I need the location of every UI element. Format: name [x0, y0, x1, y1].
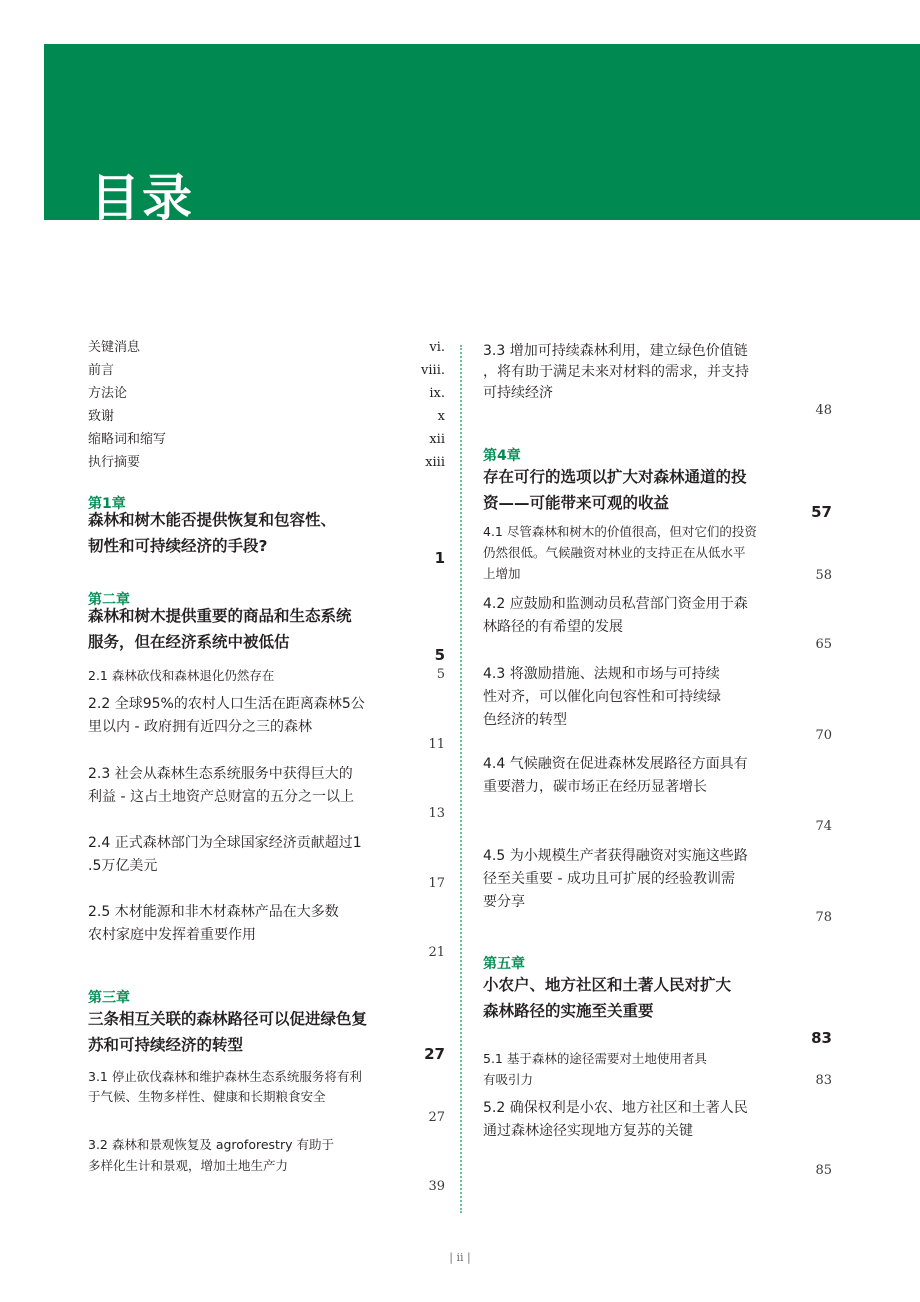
section-title-line: 4.5 为小规模生产者获得融资对实施这些路 — [483, 848, 748, 864]
section-title-line: 4.1 尽管森林和树木的价值很高，但对它们的投资 — [483, 524, 757, 539]
section-title-line: .5万亿美元 — [88, 858, 158, 874]
chapter-title-line: 森林路径的实施至关重要 — [483, 1002, 654, 1020]
section-title-line: 4.2 应鼓励和监测动员私营部门资金用于森 — [483, 596, 748, 612]
section-title-line: 2.4 正式森林部门为全球国家经济贡献超过1 — [88, 835, 362, 851]
section-title-line: 4.3 将激励措施、法规和市场与可持续 — [483, 666, 720, 682]
section-title-line: 重要潜力，碳市场正在经历显著增长 — [483, 779, 707, 795]
section-page-number: 21 — [428, 945, 445, 960]
section-page-number: 65 — [815, 637, 832, 652]
chapter-page-number: 1 — [434, 549, 445, 567]
chapter-page-number: 5 — [434, 646, 445, 664]
column-divider — [460, 345, 462, 1213]
front-matter-label: 缩略词和缩写 — [88, 432, 167, 447]
section-page-number: 83 — [815, 1073, 832, 1088]
section-page-number: 17 — [428, 876, 445, 891]
section-title-line: 3.3 增加可持续森林利用，建立绿色价值链 — [483, 343, 748, 359]
section-title-line: 上增加 — [483, 566, 521, 581]
section-title-line: 5.2 确保权利是小农、地方社区和土著人民 — [483, 1100, 748, 1116]
chapter-number: 第1章 — [88, 496, 126, 512]
section-title-line: 有吸引力 — [483, 1072, 534, 1087]
chapter-page-number: 57 — [811, 503, 832, 521]
title-banner — [44, 44, 920, 220]
section-page-number: 58 — [815, 568, 832, 583]
section-title-line: 2.1 森林砍伐和森林退化仍然存在 — [88, 668, 275, 683]
section-title-line: ，将有助于满足未来对材料的需求，并支持 — [483, 364, 749, 380]
chapter-number: 第4章 — [483, 448, 521, 464]
section-title-line: 要分享 — [483, 894, 525, 910]
section-title-line: 3.1 停止砍伐森林和维护森林生态系统服务将有利 — [88, 1069, 362, 1084]
chapter-page-number: 27 — [424, 1045, 445, 1063]
chapter-page-number: 83 — [811, 1029, 832, 1047]
chapter-title-line: 存在可行的选项以扩大对森林通道的投 — [483, 468, 747, 486]
front-matter-page: x — [437, 409, 445, 424]
section-page-number: 5 — [436, 667, 445, 682]
section-title-line: 2.5 木材能源和非木材森林产品在大多数 — [88, 904, 339, 920]
chapter-title-line: 森林和树木能否提供恢复和包容性、 — [88, 511, 337, 529]
section-title-line: 2.2 全球95%的农村人口生活在距离森林5公 — [88, 696, 365, 712]
front-matter-label: 致谢 — [88, 409, 115, 424]
section-title-line: 农村家庭中发挥着重要作用 — [88, 927, 256, 943]
chapter-title-line: 服务，但在经济系统中被低估 — [88, 633, 290, 651]
chapter-number: 第三章 — [88, 990, 130, 1006]
section-page-number: 13 — [428, 806, 445, 821]
section-title-line: 4.4 气候融资在促进森林发展路径方面具有 — [483, 756, 748, 772]
section-page-number: 74 — [815, 819, 832, 834]
section-title-line: 径至关重要 - 成功且可扩展的经验教训需 — [483, 871, 735, 887]
page-title: 目录 — [90, 169, 194, 220]
section-title-line: 利益 - 这占土地资产总财富的五分之一以上 — [88, 789, 354, 805]
section-page-number: 70 — [815, 728, 832, 743]
chapter-title-line: 三条相互关联的森林路径可以促进绿色复 — [88, 1010, 368, 1028]
chapter-title-line: 苏和可持续经济的转型 — [88, 1036, 244, 1054]
front-matter-page: xiii — [425, 455, 445, 470]
section-title-line: 里以内 - 政府拥有近四分之三的森林 — [88, 719, 312, 735]
section-title-line: 5.1 基于森林的途径需要对土地使用者具 — [483, 1051, 707, 1066]
chapter-number: 第二章 — [88, 592, 130, 608]
page-number-footer: | ii | — [449, 1251, 471, 1264]
section-title-line: 可持续经济 — [483, 385, 553, 401]
front-matter-label: 关键消息 — [88, 340, 141, 355]
section-title-line: 多样化生计和景观，增加土地生产力 — [88, 1158, 289, 1173]
front-matter-label: 方法论 — [88, 386, 128, 401]
chapter-title-line: 韧性和可持续经济的手段? — [88, 537, 268, 555]
front-matter-page: xii — [429, 432, 445, 447]
section-title-line: 于气候、生物多样性、健康和长期粮食安全 — [88, 1089, 326, 1104]
section-page-number: 78 — [815, 910, 832, 925]
section-title-line: 2.3 社会从森林生态系统服务中获得巨大的 — [88, 766, 353, 782]
chapter-number: 第五章 — [483, 956, 525, 972]
front-matter-page: ix. — [429, 386, 445, 401]
section-page-number: 11 — [428, 737, 445, 752]
section-page-number: 48 — [815, 403, 832, 418]
section-title-line: 色经济的转型 — [483, 712, 567, 728]
front-matter-page: vi. — [429, 340, 445, 355]
chapter-title-line: 森林和树木提供重要的商品和生态系统 — [88, 607, 352, 625]
section-page-number: 39 — [428, 1179, 445, 1194]
section-page-number: 85 — [815, 1163, 832, 1178]
section-title-line: 仍然很低。气候融资对林业的支持正在从低水平 — [483, 545, 746, 560]
chapter-title-line: 资——可能带来可观的收益 — [483, 494, 670, 512]
section-title-line: 林路径的有希望的发展 — [483, 619, 623, 635]
section-page-number: 27 — [428, 1110, 445, 1125]
front-matter-page: viii. — [421, 363, 445, 378]
chapter-title-line: 小农户、地方社区和土著人民对扩大 — [483, 976, 732, 994]
front-matter-label: 前言 — [88, 363, 115, 378]
front-matter-label: 执行摘要 — [88, 455, 141, 470]
section-title-line: 性对齐，可以催化向包容性和可持续绿 — [483, 689, 721, 705]
section-title-line: 通过森林途径实现地方复苏的关键 — [483, 1123, 693, 1139]
section-title-line: 3.2 森林和景观恢复及 agroforestry 有助于 — [88, 1137, 334, 1152]
